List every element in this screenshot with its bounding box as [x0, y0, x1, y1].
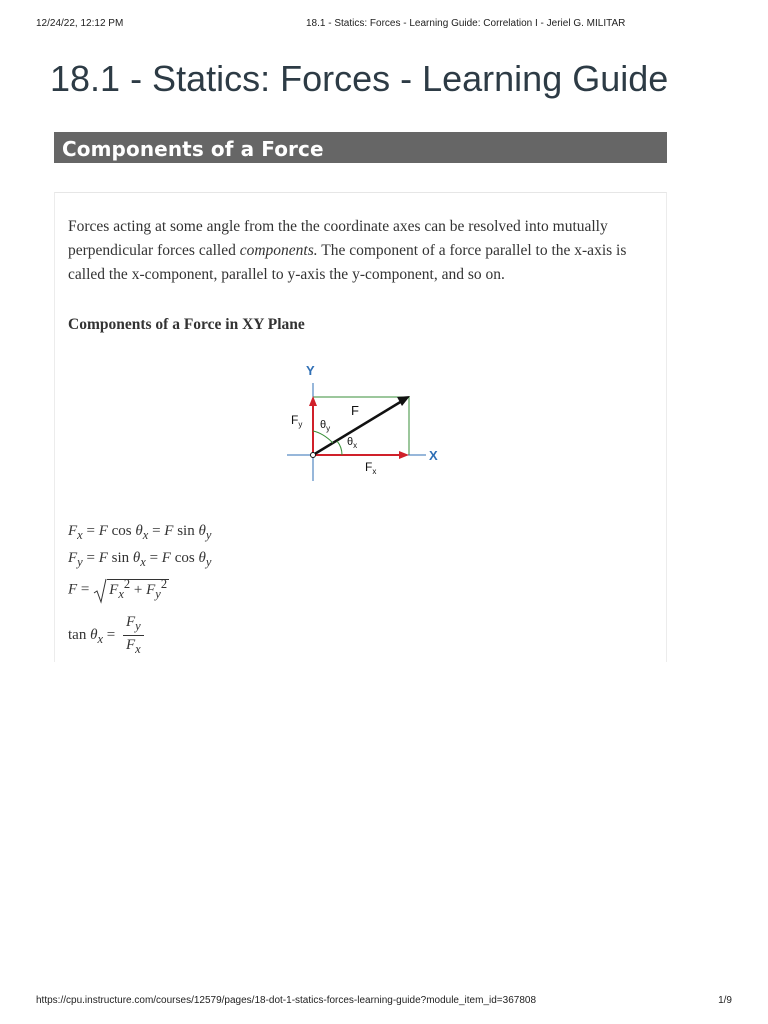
- eq4-den-sub: x: [135, 642, 141, 656]
- equation-tan: [68, 613, 144, 658]
- eq1-theta1-sub: x: [142, 528, 149, 542]
- theta-x-label: [347, 436, 357, 450]
- eq4-numerator: [123, 613, 144, 636]
- eq4-fraction: [123, 613, 144, 658]
- eq1-fn1: cos: [107, 523, 136, 539]
- eq1-f2: F: [164, 523, 174, 539]
- fx-label-main: F: [365, 460, 373, 474]
- theta-y-main: θ: [320, 419, 327, 431]
- eq1-theta1: θ: [135, 523, 143, 539]
- eq3-a-sub: x: [118, 587, 124, 601]
- eq1-f1: F: [98, 523, 108, 539]
- sqrt-radical: [93, 577, 169, 604]
- equation-fy: [68, 550, 211, 570]
- eq4-theta: θ: [90, 626, 98, 643]
- fx-label: [365, 460, 376, 476]
- fy-label: [291, 413, 302, 429]
- equation-fx: [68, 523, 211, 543]
- eq4-equals: =: [103, 626, 119, 643]
- theta-x-arc: [337, 441, 342, 455]
- eq2-fn1: sin: [107, 550, 133, 566]
- eq1-equals-1: =: [82, 523, 99, 539]
- intro-text-2: The component of a force parallel to the x-axis is called the x-component, parallel to y-axis the y-component, and so on.: [68, 242, 627, 283]
- eq2-equals-1: =: [82, 550, 99, 566]
- eq4-num: F: [125, 614, 136, 630]
- force-components-diagram: [281, 361, 451, 486]
- fy-label-sub: y: [298, 420, 303, 429]
- eq3-b-sub: y: [155, 587, 161, 601]
- eq1-lhs-sub: x: [77, 528, 83, 542]
- eq3-a-sup: 2: [123, 577, 131, 591]
- fx-label-sub: x: [372, 467, 377, 476]
- eq3-b-sup: 2: [160, 577, 168, 591]
- theta-y-label: [320, 419, 330, 433]
- print-datetime: 12/24/22, 12:12 PM: [36, 18, 124, 29]
- eq4-den: F: [125, 637, 136, 653]
- eq4-fn: tan: [68, 626, 91, 643]
- force-label: F: [351, 403, 359, 418]
- eq1-theta2: θ: [198, 523, 206, 539]
- intro-emphasis: components.: [239, 242, 318, 259]
- force-arrowhead: [397, 396, 410, 406]
- eq4-denominator: [123, 636, 144, 658]
- print-document-title: 18.1 - Statics: Forces - Learning Guide: Correlation I - Jeriel G. MILITAR: [306, 18, 626, 29]
- eq2-theta2: θ: [198, 550, 206, 566]
- eq2-f1: F: [98, 550, 108, 566]
- eq2-theta2-sub: y: [205, 555, 212, 569]
- eq2-theta1: θ: [132, 550, 141, 566]
- eq3-lhs: F: [68, 581, 78, 598]
- eq1-lhs: F: [68, 523, 78, 539]
- content-card: [54, 192, 667, 662]
- eq3-plus: +: [130, 582, 147, 598]
- fx-arrowhead: [399, 451, 409, 459]
- eq2-lhs-sub: y: [77, 555, 83, 569]
- equation-magnitude: [68, 577, 169, 604]
- eq2-theta1-sub: x: [140, 555, 146, 569]
- page-number: 1/9: [718, 995, 732, 1006]
- section-heading-text: Components of a Force: [62, 137, 324, 161]
- eq3-a: F: [109, 582, 119, 598]
- eq2-f2: F: [161, 550, 171, 566]
- print-header: [36, 18, 732, 32]
- eq4-num-sub: y: [135, 619, 141, 633]
- theta-x-sub: x: [353, 441, 358, 450]
- section-heading-bar: [54, 132, 667, 163]
- page-url: https://cpu.instructure.com/courses/12579/pages/18-dot-1-statics-forces-learning-guide?module_item_id=367808: [36, 995, 537, 1006]
- intro-text-1: Forces acting at some angle from the the coordinate axes can be resolved into mutually perpendicular forces called: [68, 218, 608, 259]
- intro-paragraph: [68, 215, 658, 287]
- eq3-b: F: [146, 582, 156, 598]
- subheading: Components of a Force in XY Plane: [68, 316, 305, 333]
- eq1-equals-2: =: [148, 523, 165, 539]
- eq2-lhs: F: [68, 550, 78, 566]
- x-axis-label: X: [429, 448, 438, 463]
- sqrt-sign-icon: [93, 578, 107, 604]
- eq4-theta-sub: x: [97, 631, 104, 646]
- y-axis-label: Y: [306, 363, 315, 378]
- eq1-theta2-sub: y: [205, 528, 212, 542]
- fy-label-main: F: [291, 413, 299, 427]
- sqrt-content: [107, 577, 169, 601]
- print-footer: [36, 995, 732, 1009]
- theta-y-sub: y: [326, 424, 331, 433]
- eq3-equals: =: [77, 581, 94, 598]
- eq2-equals-2: =: [145, 550, 162, 566]
- origin-point: [311, 453, 316, 458]
- eq2-fn2: cos: [170, 550, 199, 566]
- eq1-fn2: sin: [173, 523, 199, 539]
- theta-x-main: θ: [347, 436, 354, 448]
- page-title: 18.1 - Statics: Forces - Learning Guide: [50, 58, 669, 99]
